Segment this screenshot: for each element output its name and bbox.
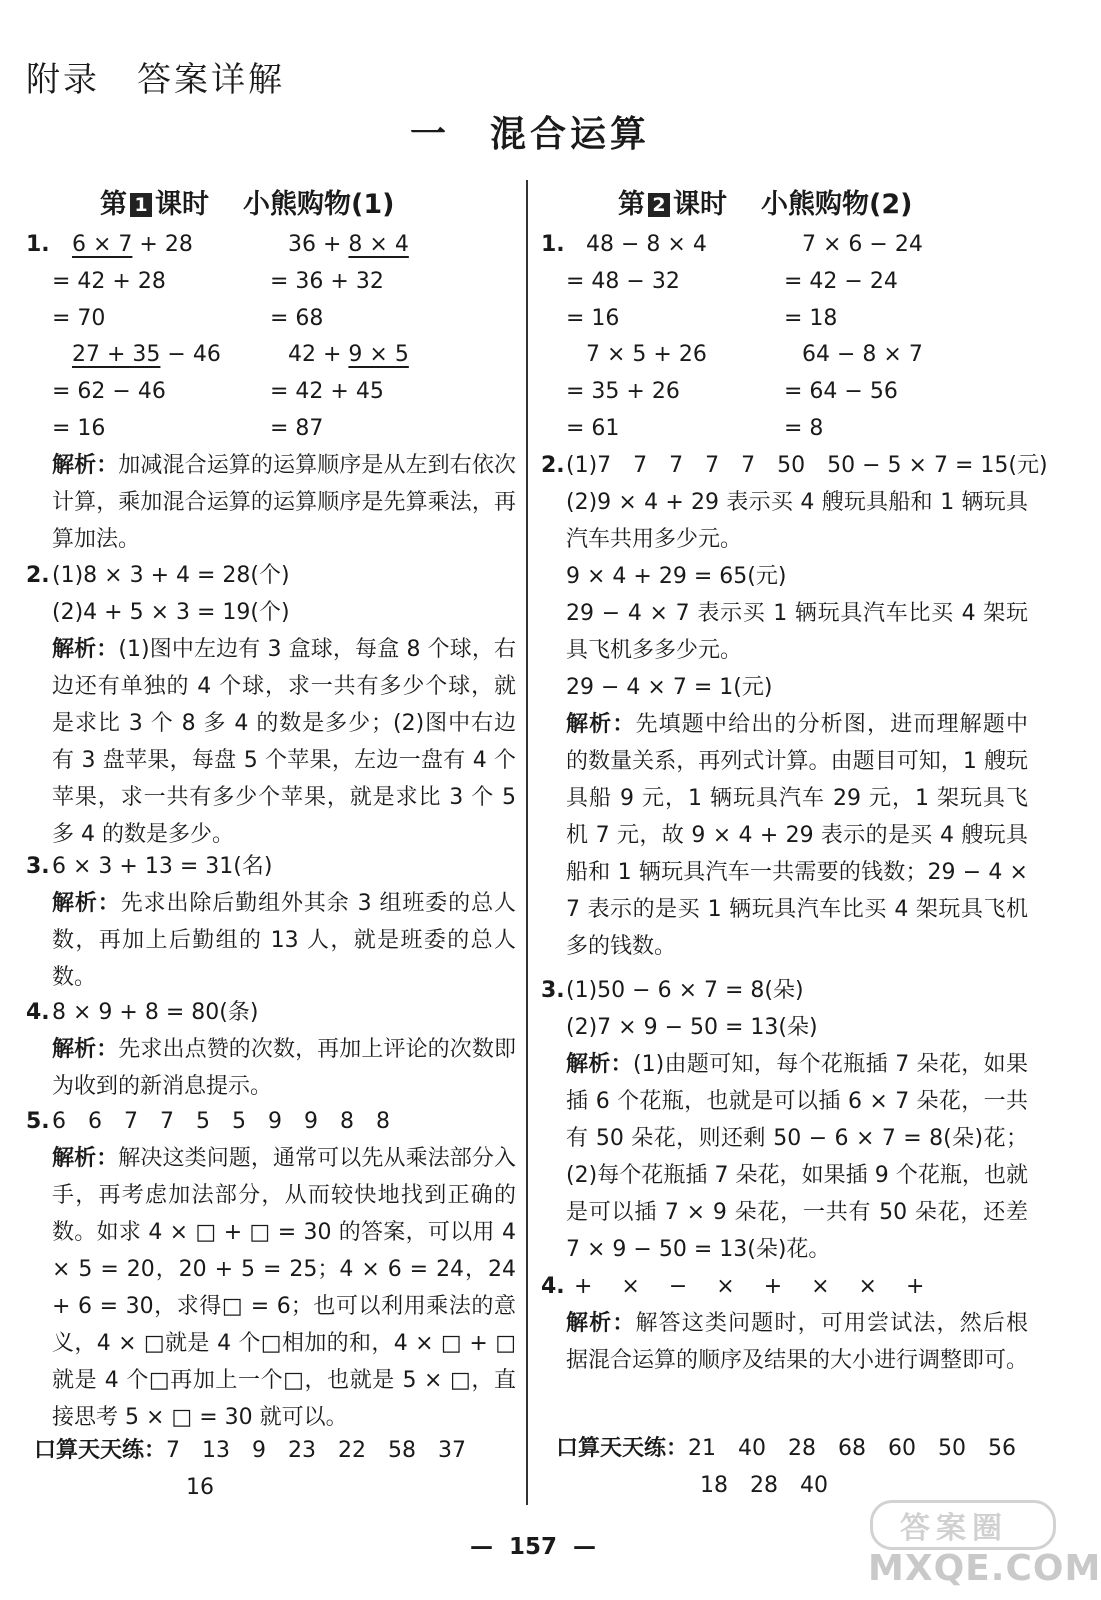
watermark-logo-text: 答案圈: [900, 1511, 1008, 1546]
step: = 42 − 24: [784, 269, 898, 294]
page-number: — 157 —: [470, 1534, 597, 1560]
expression: 27 + 35 − 46: [72, 342, 221, 367]
step: = 64 − 56: [784, 379, 898, 404]
expression: 7 × 5 + 26: [586, 342, 707, 367]
question-number: 2.: [541, 453, 565, 478]
step: = 42 + 45: [270, 379, 384, 404]
lesson-number-badge: 2: [648, 193, 670, 217]
question-number: 2.: [26, 563, 50, 588]
step: = 16: [52, 416, 106, 441]
answer-line: (2)7 × 9 − 50 = 13(朵): [566, 1015, 818, 1040]
expression: 42 + 9 × 5: [288, 342, 409, 367]
analysis: 解析：先求出除后勤组外其余 3 组班委的总人数，再加上后勤组的 13 人，就是班委的总人数。: [52, 891, 516, 990]
step: = 16: [566, 306, 620, 331]
lesson-prefix: 第: [618, 189, 645, 220]
oral-practice: 口算天天练：21 40 28 68 60 50 56: [556, 1436, 1016, 1461]
question-number: 5.: [26, 1109, 50, 1134]
answer-paragraph: (2)9 × 4 + 29 表示买 4 艘玩具船和 1 辆玩具汽车共用多少元。: [566, 490, 1028, 552]
answer-paragraph: 29 − 4 × 7 表示买 1 辆玩具汽车比买 4 架玩具飞机多多少元。: [566, 601, 1028, 663]
lesson-suffix: 课时: [673, 189, 727, 220]
column-divider: [526, 180, 528, 1505]
step: = 35 + 26: [566, 379, 680, 404]
question-number: 1.: [26, 232, 50, 257]
oral-practice-cont: 16: [186, 1475, 214, 1500]
lesson-title: 小熊购物(1): [243, 189, 395, 220]
question-number: 4.: [541, 1274, 565, 1299]
analysis: 解析：解决这类问题，通常可以先从乘法部分入手，再考虑加法部分，从而较快地找到正确的数。如求 4 × □ + □ = 30 的答案，可以用 4 × 5 = 20，20 + 5 = 25；4 × 6 = 24，24 + 6 = 30，求得□ = 6；也可以利用乘法的意义，4 × □就是 4 个□相加的和，4 × □ + □就是 4 个□再加上一个□，也就是 5 × □，直接思考 5 × □ = 30 就可以。: [52, 1146, 516, 1430]
step: = 18: [784, 306, 838, 331]
answer-line: 29 − 4 × 7 = 1(元): [566, 675, 773, 700]
lesson-number-badge: 1: [130, 193, 152, 217]
section-title: 一 混合运算: [410, 114, 651, 155]
answer-line: 8 × 9 + 8 = 80(条): [52, 1000, 259, 1025]
step: = 36 + 32: [270, 269, 384, 294]
answer-line: (2)4 + 5 × 3 = 19(个): [52, 600, 290, 625]
answer-line: + × − × + × × +: [574, 1274, 925, 1299]
answer-line: 6 6 7 7 5 5 9 9 8 8: [52, 1109, 390, 1134]
expression: 6 × 7 + 28: [72, 232, 193, 257]
analysis: 解析：加减混合运算的运算顺序是从左到右依次计算，乘加混合运算的运算顺序是先算乘法，再算加法。: [52, 453, 516, 552]
expression: 7 × 6 − 24: [802, 232, 923, 257]
analysis: 解析：(1)图中左边有 3 盒球，每盒 8 个球，右边还有单独的 4 个球，求一共有多少个球，就是求比 3 个 8 多 4 的数是多少；(2)图中右边有 3 盘苹果，每盘 5 个苹果，左边一盘有 4 个苹果，求一共有多少个苹果，就是求比 3 个 5 多 4 的数是多少。: [52, 637, 516, 847]
step: = 61: [566, 416, 620, 441]
analysis: 解析：(1)由题可知，每个花瓶插 7 朵花，如果插 6 个花瓶，也就是可以插 6 × 7 朵花，一共有 50 朵花，则还剩 50 − 6 × 7 = 8(朵)花；(2)每个花瓶插 7 朵花，如果插 9 个花瓶，也就是可以插 7 × 9 朵花，一共有 50 朵花，还差 7 × 9 − 50 = 13(朵)花。: [566, 1052, 1028, 1262]
lesson-title: 小熊购物(2): [761, 189, 913, 220]
answer-line: (1)8 × 3 + 4 = 28(个): [52, 563, 290, 588]
question-number: 4.: [26, 1000, 50, 1025]
analysis: 解析：先求出点赞的次数，再加上评论的次数即为收到的新消息提示。: [52, 1037, 516, 1099]
question-number: 3.: [26, 854, 50, 879]
expression: 36 + 8 × 4: [288, 232, 409, 257]
question-number: 3.: [541, 978, 565, 1003]
expression: 48 − 8 × 4: [586, 232, 707, 257]
answer-line: (1)7 7 7 7 7 50 50 − 5 × 7 = 15(元): [566, 453, 1048, 478]
appendix-title: 附录 答案详解: [26, 60, 285, 100]
step: = 48 − 32: [566, 269, 680, 294]
lesson-heading-right: [618, 182, 912, 221]
step: = 70: [52, 306, 106, 331]
question-number: 1.: [541, 232, 565, 257]
oral-practice: 口算天天练：7 13 9 23 22 58 37: [34, 1438, 466, 1463]
lesson-heading-left: [100, 182, 394, 221]
answer-line: 6 × 3 + 13 = 31(名): [52, 854, 273, 879]
step: = 8: [784, 416, 824, 441]
step: = 68: [270, 306, 324, 331]
step: = 87: [270, 416, 324, 441]
expression: 64 − 8 × 7: [802, 342, 923, 367]
watermark-text: MXQE.COM: [868, 1548, 1101, 1589]
answer-line: (1)50 − 6 × 7 = 8(朵): [566, 978, 804, 1003]
answer-line: 9 × 4 + 29 = 65(元): [566, 564, 787, 589]
oral-practice-cont: 18 28 40: [700, 1473, 828, 1498]
lesson-prefix: 第: [100, 189, 127, 220]
analysis: 解析：先填题中给出的分析图，进而理解题中的数量关系，再列式计算。由题目可知，1 艘玩具船 9 元，1 辆玩具汽车 29 元，1 架玩具飞机 7 元，故 9 × 4 + 29 表示的是买 4 艘玩具船和 1 辆玩具汽车一共需要的钱数；29 − 4 × 7 表示的是买 1 辆玩具汽车比买 4 架玩具飞机多的钱数。: [566, 712, 1028, 959]
analysis: 解析：解答这类问题时，可用尝试法，然后根据混合运算的顺序及结果的大小进行调整即可。: [566, 1311, 1029, 1373]
step: = 62 − 46: [52, 379, 166, 404]
lesson-suffix: 课时: [155, 189, 209, 220]
step: = 42 + 28: [52, 269, 166, 294]
